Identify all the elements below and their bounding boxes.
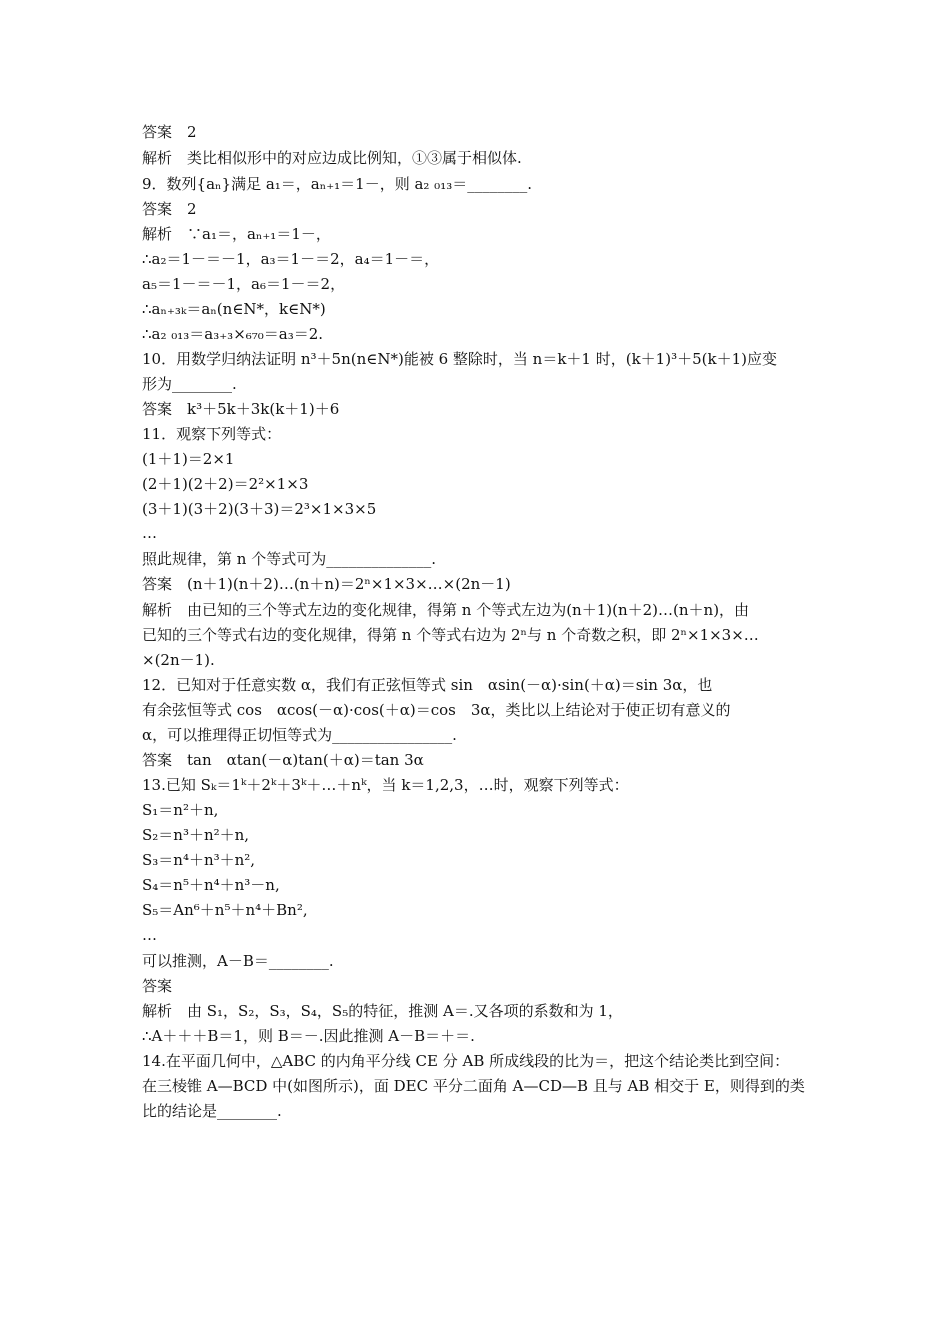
text-line: a₅＝1－＝－1，a₆＝1－＝2， (142, 275, 346, 293)
text-line: 解析 ∵a₁＝，aₙ₊₁＝1－， (142, 225, 331, 243)
text-line: S₄＝n⁵＋n⁴＋n³－n, (142, 876, 280, 894)
text-line: 有余弦恒等式 cos αcos(－α)·cos(＋α)＝cos 3α，类比以上结论对于使正切有意义的 (142, 701, 731, 719)
text-line: 形为________. (142, 375, 237, 393)
text-line: 12．已知对于任意实数 α，我们有正弦恒等式 sin αsin(－α)·sin(＋α)＝sin 3α，也 (142, 676, 713, 694)
text-line: 答案 (n＋1)(n＋2)…(n＋n)＝2ⁿ×1×3×…×(2n－1) (142, 575, 511, 593)
text-line: … (142, 524, 157, 542)
text-line: … (142, 926, 157, 944)
text-line: ∴a₂ ₀₁₃＝a₃₊₃×₆₇₀＝a₃＝2. (142, 325, 324, 343)
text-line: ∴aₙ₊₃ₖ＝aₙ(n∈N*，k∈N*) (142, 300, 326, 318)
text-line: 答案 (142, 977, 173, 995)
text-line: 13.已知 Sₖ＝1ᵏ＋2ᵏ＋3ᵏ＋…＋nᵏ，当 k＝1,2,3，…时，观察下列等式： (142, 776, 629, 794)
text-line: S₅＝An⁶＋n⁵＋n⁴＋Bn², (142, 901, 308, 919)
text-line: 可以推测，A－B＝________. (142, 952, 334, 970)
text-line: ∴A＋＋＋B＝1，则 B＝－.因此推测 A－B＝＋＝. (142, 1027, 475, 1045)
text-line: 答案 k³＋5k＋3k(k＋1)＋6 (142, 400, 340, 418)
text-line: 14.在平面几何中，△ABC 的内角平分线 CE 分 AB 所成线段的比为＝，把这个结论类比到空间： (142, 1052, 790, 1070)
text-line: 9．数列{aₙ}满足 a₁＝，aₙ₊₁＝1－，则 a₂ ₀₁₃＝________. (142, 175, 532, 193)
text-line: α，可以推理得正切恒等式为________________. (142, 726, 457, 744)
text-line: 10．用数学归纳法证明 n³＋5n(n∈N*)能被 6 整除时，当 n＝k＋1 时，(k＋1)³＋5(k＋1)应变 (142, 350, 777, 368)
text-line: 已知的三个等式右边的变化规律，得第 n 个等式右边为 2ⁿ与 n 个奇数之积，即 2ⁿ×1×3×… (142, 626, 759, 644)
text-line: 在三棱锥 A—BCD 中(如图所示)，面 DEC 平分二面角 A—CD—B 且与 AB 相交于 E，则得到的类 (142, 1077, 805, 1095)
text-line: 答案 2 (142, 123, 197, 141)
text-line: 11．观察下列等式： (142, 425, 282, 443)
text-line: S₃＝n⁴＋n³＋n², (142, 851, 256, 869)
text-line: ∴a₂＝1－＝－1，a₃＝1－＝2，a₄＝1－＝， (142, 250, 440, 268)
text-line: 答案 tan αtan(－α)tan(＋α)＝tan 3α (142, 751, 424, 769)
text-line: (1＋1)＝2×1 (142, 450, 235, 468)
text-line: S₂＝n³＋n²＋n, (142, 826, 250, 844)
text-line: S₁＝n²＋n, (142, 801, 219, 819)
text-line: 解析 类比相似形中的对应边成比例知，①③属于相似体. (142, 149, 522, 167)
text-line: 照此规律，第 n 个等式可为______________. (142, 550, 436, 568)
text-line: 解析 由 S₁，S₂，S₃，S₄，S₅的特征，推测 A＝.又各项的系数和为 1， (142, 1002, 623, 1020)
text-line: (3＋1)(3＋2)(3＋3)＝2³×1×3×5 (142, 500, 377, 518)
text-line: ×(2n－1). (142, 651, 215, 669)
text-line: 解析 由已知的三个等式左边的变化规律，得第 n 个等式左边为(n＋1)(n＋2)…(n＋n)，由 (142, 601, 750, 619)
text-line: (2＋1)(2＋2)＝2²×1×3 (142, 475, 309, 493)
text-line: 比的结论是________. (142, 1102, 282, 1120)
text-line: 答案 2 (142, 200, 197, 218)
